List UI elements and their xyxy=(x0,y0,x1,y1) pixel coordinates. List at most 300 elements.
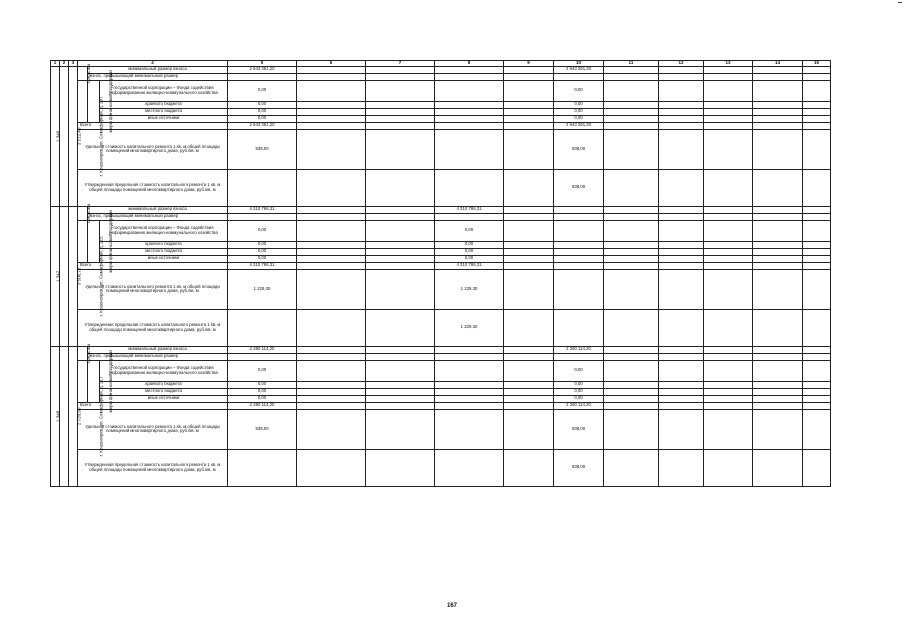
value-cell-c8 xyxy=(435,66,504,73)
value-cell-c14 xyxy=(753,169,803,206)
sources-label-text: средства xyxy=(86,203,92,223)
value-cell-c6 xyxy=(297,122,366,129)
value-cell-c5 xyxy=(228,73,297,80)
value-cell-c6 xyxy=(297,262,366,269)
value-cell-c13 xyxy=(704,220,753,241)
value-cell-c6 xyxy=(297,169,366,206)
value-cell-c9 xyxy=(504,129,554,169)
value-cell-c9 xyxy=(504,402,554,409)
value-cell-c14 xyxy=(753,206,803,213)
value-cell-c6 xyxy=(297,346,366,353)
value-cell-c6 xyxy=(297,402,366,409)
value-cell-c10: 0,00 xyxy=(554,108,604,115)
address-text: г. Красноярск, ул. Семафорная, д. 215 xyxy=(98,236,104,317)
value-cell-c6 xyxy=(297,66,366,73)
value-cell-c14 xyxy=(753,115,803,122)
row-label: Всего xyxy=(78,402,228,409)
value-cell-c5: 2 943 391,20 xyxy=(228,66,297,73)
value-cell-c13 xyxy=(704,269,753,309)
value-cell-c9 xyxy=(504,409,554,449)
value-cell-c14 xyxy=(753,262,803,269)
value-cell-c13 xyxy=(704,388,753,395)
value-cell-c14 xyxy=(753,241,803,248)
table-row xyxy=(51,388,831,395)
value-cell-c15 xyxy=(803,255,831,262)
value-cell-c10: 2 943 391,20 xyxy=(554,66,604,73)
row-label: краевого бюджета xyxy=(100,101,228,108)
value-cell-c8 xyxy=(435,395,504,402)
value-cell-c15 xyxy=(803,353,831,360)
value-cell-c11 xyxy=(604,262,659,269)
value-cell-c12 xyxy=(659,449,704,486)
value-cell-c15 xyxy=(803,381,831,388)
value-cell-c10: 0,00 xyxy=(554,101,604,108)
value-cell-c9 xyxy=(504,248,554,255)
value-cell-c7 xyxy=(366,449,435,486)
value-cell-c7 xyxy=(366,388,435,395)
header-cell: 12 xyxy=(659,61,704,67)
value-cell-c10: 838,00 xyxy=(554,409,604,449)
value-cell-c15 xyxy=(803,395,831,402)
row-label: Удельная стоимость капитального ремонта 1 кв. м общей площади помещений многоквартирного дома, руб./кв. м xyxy=(78,129,228,169)
value-cell-c12 xyxy=(659,80,704,101)
value-cell-c7 xyxy=(366,269,435,309)
value-cell-c14 xyxy=(753,353,803,360)
value-cell-c9 xyxy=(504,206,554,213)
table-row xyxy=(51,206,831,213)
table-row xyxy=(51,262,831,269)
value-cell-c5: 0,00 xyxy=(228,115,297,122)
value-cell-c6 xyxy=(297,73,366,80)
value-cell-c11 xyxy=(604,122,659,129)
value-cell-c11 xyxy=(604,220,659,241)
value-cell-c10 xyxy=(554,206,604,213)
value-cell-c5: 0,00 xyxy=(228,388,297,395)
table-row xyxy=(51,122,831,129)
value-cell-c11 xyxy=(604,108,659,115)
value-cell-c9 xyxy=(504,66,554,73)
value-cell-c13 xyxy=(704,402,753,409)
value-cell-c5: 0,00 xyxy=(228,248,297,255)
value-cell-c5 xyxy=(228,353,297,360)
row-label: взнос, превышающий минимальный размер xyxy=(88,353,228,360)
value-cell-c14 xyxy=(753,129,803,169)
value-cell-c12 xyxy=(659,381,704,388)
value-cell-c13 xyxy=(704,169,753,206)
table-row xyxy=(51,309,831,346)
value-cell-c5: 838,00 xyxy=(228,409,297,449)
row-label: местного бюджета xyxy=(100,108,228,115)
row-label: Всего xyxy=(78,262,228,269)
value-cell-c11 xyxy=(604,73,659,80)
value-cell-c10: 838,00 xyxy=(554,169,604,206)
header-cell: 4 xyxy=(78,61,228,67)
value-cell-c7 xyxy=(366,353,435,360)
value-cell-c11 xyxy=(604,255,659,262)
value-cell-c9 xyxy=(504,395,554,402)
header-cell: 8 xyxy=(435,61,504,67)
value-cell-c6 xyxy=(297,255,366,262)
value-cell-c9 xyxy=(504,360,554,381)
value-cell-c13 xyxy=(704,309,753,346)
value-cell-c12 xyxy=(659,248,704,255)
sources-label-text: средства xyxy=(86,343,92,363)
value-cell-c10 xyxy=(554,309,604,346)
sources-label xyxy=(78,63,92,83)
table-row xyxy=(51,255,831,262)
value-cell-c9 xyxy=(504,241,554,248)
value-cell-c11 xyxy=(604,269,659,309)
value-cell-c15 xyxy=(803,449,831,486)
value-cell-c7 xyxy=(366,129,435,169)
value-cell-c14 xyxy=(753,402,803,409)
value-cell-c6 xyxy=(297,395,366,402)
value-cell-c13 xyxy=(704,129,753,169)
value-cell-c7 xyxy=(366,309,435,346)
value-cell-c9 xyxy=(504,309,554,346)
value-cell-c8 xyxy=(435,129,504,169)
value-cell-c8: 0,00 xyxy=(435,220,504,241)
value-cell-c5: 838,00 xyxy=(228,129,297,169)
value-cell-c14 xyxy=(753,309,803,346)
value-cell-c8 xyxy=(435,346,504,353)
table-row xyxy=(51,80,831,101)
value-cell-c6 xyxy=(297,115,366,122)
value-cell-c6 xyxy=(297,108,366,115)
value-cell-c10: 838,00 xyxy=(554,449,604,486)
support-label-text: меры финансовой поддержки xyxy=(107,70,113,133)
value-cell-c15 xyxy=(803,220,831,241)
sources-label-text: средства xyxy=(86,63,92,83)
value-cell-c15 xyxy=(803,169,831,206)
value-cell-c13 xyxy=(704,449,753,486)
value-cell-c11 xyxy=(604,80,659,101)
value-cell-c9 xyxy=(504,115,554,122)
value-cell-c9 xyxy=(504,220,554,241)
value-cell-c10: 0,00 xyxy=(554,388,604,395)
value-cell-c9 xyxy=(504,353,554,360)
value-cell-c8 xyxy=(435,360,504,381)
value-cell-c10: 0,00 xyxy=(554,381,604,388)
row-label: Удельная стоимость капитального ремонта 1 кв. м общей площади помещений многоквартирного дома, руб./кв. м xyxy=(78,409,228,449)
value-cell-c11 xyxy=(604,395,659,402)
value-cell-c10 xyxy=(554,241,604,248)
value-cell-c8 xyxy=(435,169,504,206)
value-cell-c14 xyxy=(753,409,803,449)
row-label: Утвержденная предельная стоимость капитального ремонта 1 кв. м общей площади помещений многоквартирного дома, руб./кв. м xyxy=(78,169,228,206)
value-cell-c9 xyxy=(504,255,554,262)
value-cell-c11 xyxy=(604,409,659,449)
support-label-text: меры финансовой поддержки xyxy=(107,210,113,273)
value-cell-c12 xyxy=(659,169,704,206)
value-cell-c13 xyxy=(704,122,753,129)
value-cell-c11 xyxy=(604,129,659,169)
value-cell-c15 xyxy=(803,115,831,122)
value-cell-c8: 0,00 xyxy=(435,248,504,255)
value-cell-c12 xyxy=(659,213,704,220)
value-cell-c11 xyxy=(604,402,659,409)
value-cell-c6 xyxy=(297,241,366,248)
value-cell-c15 xyxy=(803,248,831,255)
table-row xyxy=(51,402,831,409)
value-cell-c9 xyxy=(504,101,554,108)
value-cell-c9 xyxy=(504,346,554,353)
value-cell-c11 xyxy=(604,213,659,220)
value-cell-c15 xyxy=(803,206,831,213)
value-cell-c12 xyxy=(659,129,704,169)
value-cell-c5: 0,00 xyxy=(228,220,297,241)
value-cell-c12 xyxy=(659,108,704,115)
value-cell-c5 xyxy=(228,213,297,220)
value-cell-c10: 2 280 114,20 xyxy=(554,346,604,353)
header-cell: 15 xyxy=(803,61,831,67)
value-cell-c14 xyxy=(753,395,803,402)
value-cell-c12 xyxy=(659,122,704,129)
table-row xyxy=(51,360,831,381)
value-cell-c7 xyxy=(366,220,435,241)
value-cell-c11 xyxy=(604,115,659,122)
value-cell-c7 xyxy=(366,346,435,353)
value-cell-c5: 2 280 114,20 xyxy=(228,346,297,353)
value-cell-c13 xyxy=(704,115,753,122)
value-cell-c15 xyxy=(803,213,831,220)
value-cell-c6 xyxy=(297,309,366,346)
value-cell-c14 xyxy=(753,213,803,220)
value-cell-c15 xyxy=(803,101,831,108)
value-cell-c14 xyxy=(753,269,803,309)
value-cell-c10 xyxy=(554,213,604,220)
value-cell-c8 xyxy=(435,388,504,395)
value-cell-c13 xyxy=(704,66,753,73)
value-cell-c6 xyxy=(297,360,366,381)
value-cell-c8 xyxy=(435,353,504,360)
row-label: государственной корпорации – Фонда содействия реформированию жилищно-коммунального хозяйства xyxy=(100,360,228,381)
table-row xyxy=(51,248,831,255)
capital-repair-table xyxy=(50,60,831,487)
value-cell-c12 xyxy=(659,73,704,80)
value-cell-c10 xyxy=(554,248,604,255)
row-label: взнос, превышающий минимальный размер xyxy=(88,213,228,220)
value-cell-c8 xyxy=(435,101,504,108)
value-cell-c9 xyxy=(504,213,554,220)
value-cell-c8 xyxy=(435,449,504,486)
value-cell-c15 xyxy=(803,80,831,101)
value-cell-c13 xyxy=(704,213,753,220)
value-cell-c5 xyxy=(228,309,297,346)
value-cell-c6 xyxy=(297,80,366,101)
header-cell: 1 xyxy=(51,61,60,67)
table-row xyxy=(51,213,831,220)
value-cell-c7 xyxy=(366,115,435,122)
value-cell-c12 xyxy=(659,206,704,213)
value-cell-c14 xyxy=(753,346,803,353)
value-cell-c15 xyxy=(803,360,831,381)
value-cell-c15 xyxy=(803,269,831,309)
value-cell-c13 xyxy=(704,381,753,388)
value-cell-c7 xyxy=(366,73,435,80)
row-number-text: 1.348 xyxy=(55,410,61,422)
value-cell-c9 xyxy=(504,381,554,388)
value-cell-c13 xyxy=(704,206,753,213)
value-cell-c10: 0,00 xyxy=(554,360,604,381)
value-cell-c7 xyxy=(366,101,435,108)
value-cell-c8 xyxy=(435,409,504,449)
row-label: местного бюджета xyxy=(100,388,228,395)
value-cell-c14 xyxy=(753,66,803,73)
header-cell: 13 xyxy=(704,61,753,67)
value-cell-c11 xyxy=(604,360,659,381)
value-cell-c8 xyxy=(435,80,504,101)
value-cell-c11 xyxy=(604,66,659,73)
value-cell-c11 xyxy=(604,388,659,395)
value-cell-c5: 0,00 xyxy=(228,395,297,402)
value-cell-c10: 0,00 xyxy=(554,395,604,402)
value-cell-c10: 838,00 xyxy=(554,129,604,169)
header-cell: 11 xyxy=(604,61,659,67)
header-cell: 10 xyxy=(554,61,604,67)
row-label: Утвержденная предельная стоимость капитального ремонта 1 кв. м общей площади помещений многоквартирного дома, руб./кв. м xyxy=(78,449,228,486)
value-cell-c15 xyxy=(803,388,831,395)
value-cell-c5: 0,00 xyxy=(228,101,297,108)
row-label: иные источники xyxy=(100,255,228,262)
value-cell-c8: 4 310 786,31 xyxy=(435,206,504,213)
value-cell-c13 xyxy=(704,108,753,115)
value-cell-c13 xyxy=(704,409,753,449)
area-text: 3 506,78 xyxy=(76,267,82,285)
value-cell-c12 xyxy=(659,360,704,381)
value-cell-c7 xyxy=(366,255,435,262)
value-cell-c10: 2 280 114,20 xyxy=(554,402,604,409)
value-cell-c15 xyxy=(803,409,831,449)
value-cell-c9 xyxy=(504,122,554,129)
value-cell-c6 xyxy=(297,449,366,486)
value-cell-c10 xyxy=(554,269,604,309)
table-row xyxy=(51,449,831,486)
value-cell-c8 xyxy=(435,381,504,388)
value-cell-c13 xyxy=(704,241,753,248)
row-label: минимальный размер взноса xyxy=(88,346,228,353)
value-cell-c12 xyxy=(659,220,704,241)
table-row xyxy=(51,381,831,388)
value-cell-c11 xyxy=(604,309,659,346)
value-cell-c15 xyxy=(803,309,831,346)
value-cell-c12 xyxy=(659,409,704,449)
row-label: минимальный размер взноса xyxy=(88,206,228,213)
row-label: взнос, превышающий минимальный размер xyxy=(88,73,228,80)
value-cell-c7 xyxy=(366,206,435,213)
value-cell-c8: 4 310 786,31 xyxy=(435,262,504,269)
value-cell-c7 xyxy=(366,122,435,129)
row-label: местного бюджета xyxy=(100,248,228,255)
value-cell-c6 xyxy=(297,220,366,241)
value-cell-c14 xyxy=(753,220,803,241)
value-cell-c13 xyxy=(704,101,753,108)
row-label: государственной корпорации – Фонда содействия реформированию жилищно-коммунального хозяйства xyxy=(100,80,228,101)
value-cell-c8: 1 229,30 xyxy=(435,309,504,346)
address-text: г. Красноярск, ул. Семафорная, д. 217 xyxy=(98,376,104,457)
header-cell: 2 xyxy=(60,61,69,67)
row-label: Всего xyxy=(78,122,228,129)
value-cell-c6 xyxy=(297,248,366,255)
value-cell-c7 xyxy=(366,262,435,269)
value-cell-c7 xyxy=(366,248,435,255)
value-cell-c7 xyxy=(366,402,435,409)
row-label: иные источники xyxy=(100,115,228,122)
value-cell-c5: 0,00 xyxy=(228,360,297,381)
row-number xyxy=(51,346,60,486)
header-cell: 14 xyxy=(753,61,803,67)
value-cell-c8: 0,00 xyxy=(435,241,504,248)
table-row xyxy=(51,101,831,108)
value-cell-c15 xyxy=(803,262,831,269)
value-cell-c11 xyxy=(604,381,659,388)
row-number xyxy=(51,66,60,206)
area-text: 3 512,40 xyxy=(76,127,82,145)
row-label: государственной корпорации – Фонда содействия реформированию жилищно-коммунального хозяйства xyxy=(100,220,228,241)
value-cell-c15 xyxy=(803,241,831,248)
value-cell-c14 xyxy=(753,80,803,101)
row-label: Утвержденная предельная стоимость капитального ремонта 1 кв. м общей площади помещений многоквартирного дома, руб./кв. м xyxy=(78,309,228,346)
value-cell-c9 xyxy=(504,108,554,115)
value-cell-c10 xyxy=(554,262,604,269)
value-cell-c6 xyxy=(297,129,366,169)
value-cell-c9 xyxy=(504,169,554,206)
value-cell-c5: 4 310 786,31 xyxy=(228,262,297,269)
table-row xyxy=(51,409,831,449)
table-row xyxy=(51,73,831,80)
value-cell-c12 xyxy=(659,309,704,346)
value-cell-c14 xyxy=(753,73,803,80)
value-cell-c10 xyxy=(554,353,604,360)
value-cell-c15 xyxy=(803,402,831,409)
value-cell-c15 xyxy=(803,129,831,169)
table-row xyxy=(51,220,831,241)
header-cell: 5 xyxy=(228,61,297,67)
value-cell-c7 xyxy=(366,169,435,206)
value-cell-c12 xyxy=(659,346,704,353)
header-cell: 6 xyxy=(297,61,366,67)
value-cell-c5: 4 310 786,31 xyxy=(228,206,297,213)
value-cell-c12 xyxy=(659,388,704,395)
table-row xyxy=(51,115,831,122)
value-cell-c5: 2 280 114,20 xyxy=(228,402,297,409)
value-cell-c8: 1 229,30 xyxy=(435,269,504,309)
value-cell-c8 xyxy=(435,122,504,129)
value-cell-c7 xyxy=(366,360,435,381)
value-cell-c12 xyxy=(659,115,704,122)
value-cell-c14 xyxy=(753,101,803,108)
table-row xyxy=(51,129,831,169)
value-cell-c9 xyxy=(504,449,554,486)
value-cell-c6 xyxy=(297,388,366,395)
value-cell-c13 xyxy=(704,73,753,80)
value-cell-c13 xyxy=(704,360,753,381)
header-cell: 9 xyxy=(504,61,554,67)
row-label: Удельная стоимость капитального ремонта 1 кв. м общей площади помещений многоквартирного дома, руб./кв. м xyxy=(78,269,228,309)
value-cell-c7 xyxy=(366,66,435,73)
value-cell-c13 xyxy=(704,346,753,353)
row-label: краевого бюджета xyxy=(100,381,228,388)
corner-mark xyxy=(898,2,902,3)
value-cell-c5: 1 229,30 xyxy=(228,269,297,309)
value-cell-c10 xyxy=(554,220,604,241)
value-cell-c10: 0,00 xyxy=(554,80,604,101)
value-cell-c10: 2 943 391,20 xyxy=(554,122,604,129)
value-cell-c7 xyxy=(366,108,435,115)
value-cell-c13 xyxy=(704,262,753,269)
value-cell-c7 xyxy=(366,213,435,220)
value-cell-c5: 0,00 xyxy=(228,381,297,388)
